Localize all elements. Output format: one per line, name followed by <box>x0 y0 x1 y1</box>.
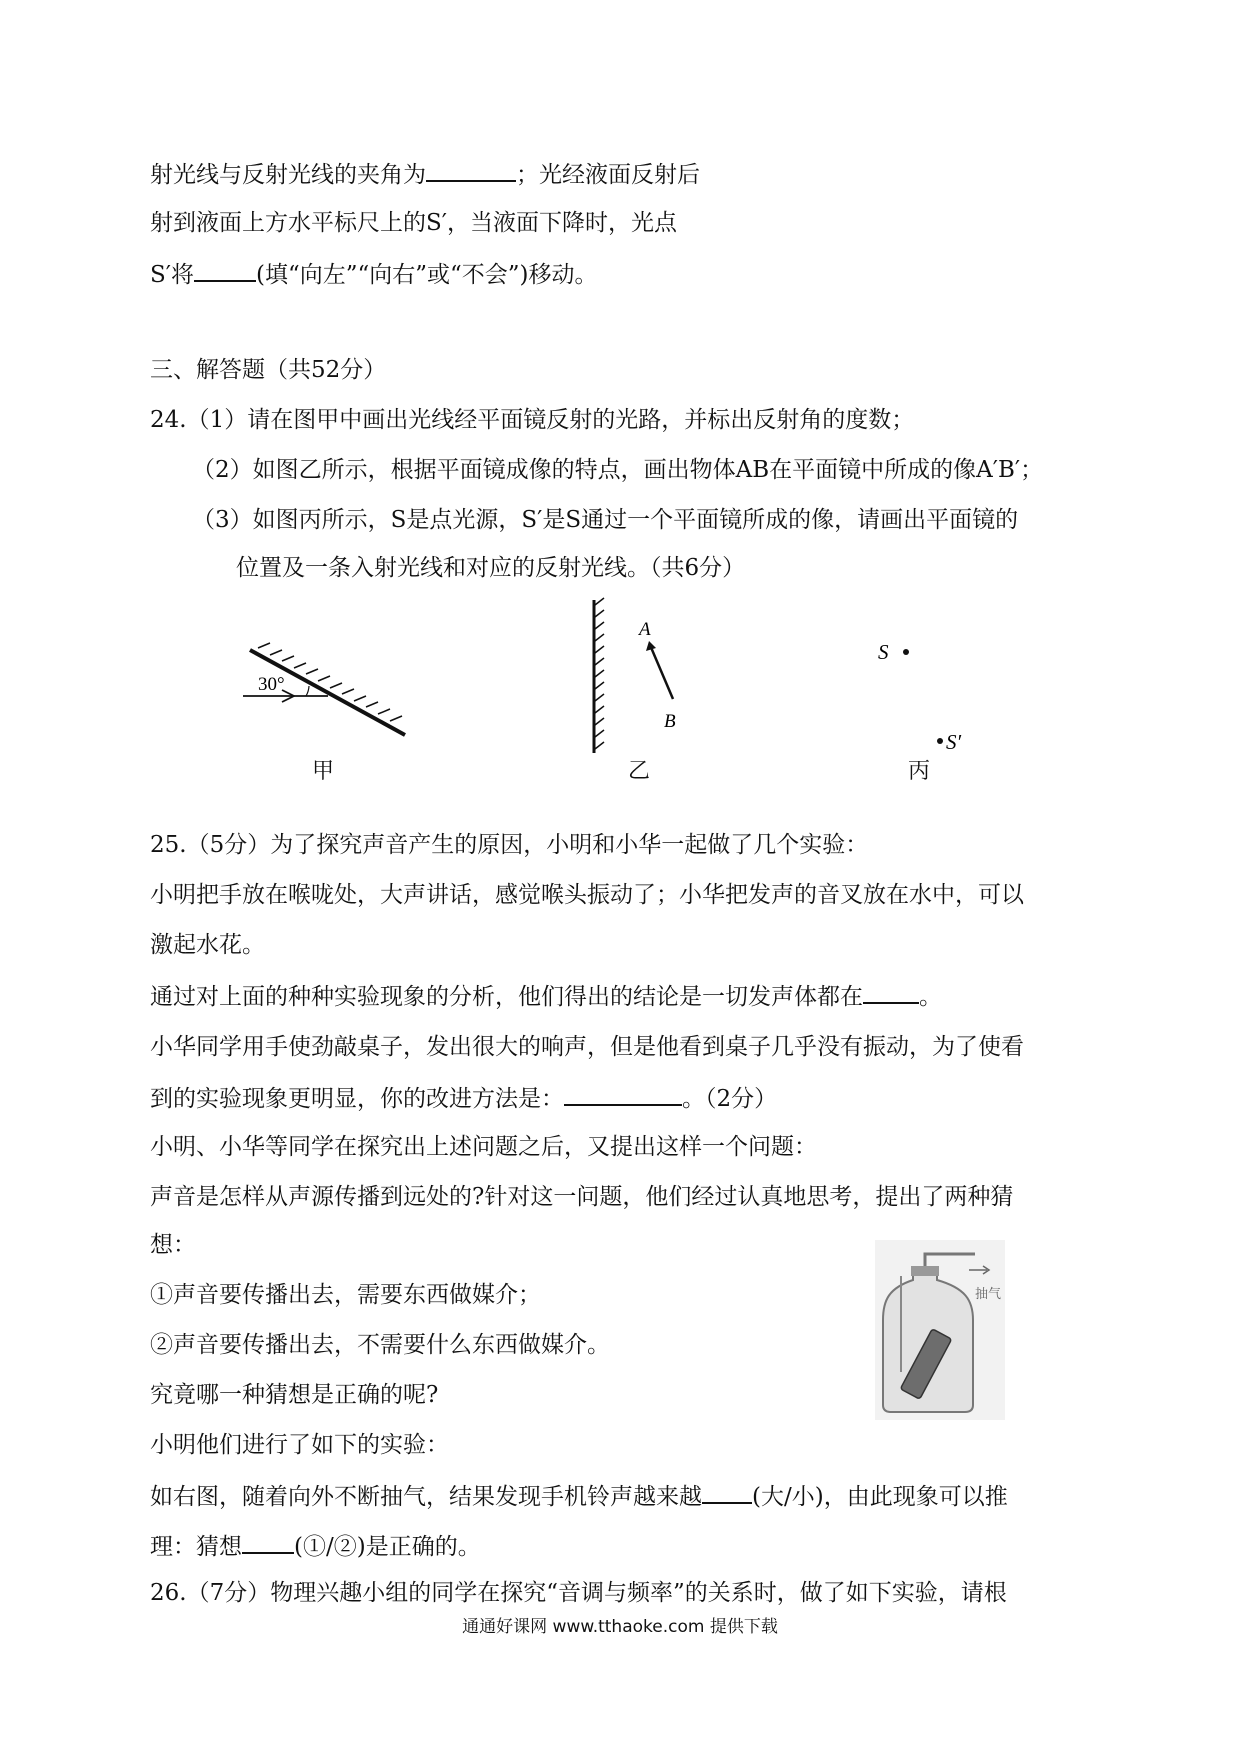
q25-line-8: 声音是怎样从声源传播到远处的?针对这一问题，他们经过认真地思考，提出了两种猜 <box>150 1184 1014 1210</box>
point-a-label: A <box>639 619 651 640</box>
q25-line-13: 小明他们进行了如下的实验： <box>150 1432 449 1458</box>
angle-label: 30° <box>258 674 285 695</box>
q25-line-4: 通过对上面的种种实验现象的分析，他们得出的结论是一切发声体都在 。 <box>150 980 942 1012</box>
q25-line-11: ②声音要传播出去，不需要什么东西做媒介。 <box>150 1332 610 1358</box>
pump-label: 抽气 <box>975 1287 1002 1302</box>
q26-line-1: 26.（7分）物理兴趣小组的同学在探究“音调与频率”的关系时，做了如下实验，请根 <box>150 1580 1007 1606</box>
object-ab <box>650 645 673 699</box>
q25-line-15: 理：猜想 (①/②)是正确的。 <box>150 1530 481 1562</box>
answer-blank[interactable] <box>194 258 256 282</box>
source-point <box>903 649 909 655</box>
q24-line-1: 24.（1）请在图甲中画出光线经平面镜反射的光路，并标出反射角的度数； <box>150 407 915 433</box>
q25-line-7: 小明、小华等同学在探究出上述问题之后，又提出这样一个问题： <box>150 1134 817 1160</box>
section-heading: 三、解答题（共52分） <box>150 357 387 383</box>
q25-line-6: 到的实验现象更明显，你的改进方法是： 。（2分） <box>150 1082 777 1114</box>
q25-line-10: ①声音要传播出去，需要东西做媒介； <box>150 1282 541 1308</box>
text-line: 射光线与反射光线的夹角为 ；光经液面反射后 <box>150 158 700 190</box>
point-b-label: B <box>664 711 676 732</box>
figure-caption-yi: 乙 <box>628 759 651 784</box>
q25-line-5: 小华同学用手使劲敲桌子，发出很大的响声，但是他看到桌子几乎没有振动，为了使看 <box>150 1034 1024 1060</box>
q25-line-12: 究竟哪一种猜想是正确的呢? <box>150 1382 439 1408</box>
figure-bing <box>870 635 980 755</box>
text-line: 射到液面上方水平标尺上的S′，当液面下降时，光点 <box>150 210 677 236</box>
answer-blank[interactable] <box>564 1082 682 1106</box>
image-point <box>937 738 943 744</box>
page-footer: 通通好课网 www.tthaoke.com 提供下载 <box>462 1617 778 1637</box>
q25-line-2: 小明把手放在喉咙处，大声讲话，感觉喉头振动了；小华把发声的音叉放在水中，可以 <box>150 882 1024 908</box>
answer-blank[interactable] <box>242 1530 294 1554</box>
q25-line-14: 如右图，随着向外不断抽气，结果发现手机铃声越来越 (大/小)，由此现象可以推 <box>150 1480 1008 1512</box>
figure-yi <box>580 595 710 760</box>
q25-line-9: 想： <box>150 1232 196 1258</box>
angle-arc <box>306 686 309 696</box>
source-s-label: S <box>878 640 889 664</box>
figure-caption-bing: 丙 <box>908 759 931 784</box>
bottle-stopper <box>911 1266 939 1276</box>
q24-line-4: 位置及一条入射光线和对应的反射光线。（共6分） <box>236 555 746 581</box>
answer-blank[interactable] <box>702 1480 752 1504</box>
answer-blank[interactable] <box>863 980 919 1004</box>
q25-line-1: 25.（5分）为了探究声音产生的原因，小明和小华一起做了几个实验： <box>150 832 869 858</box>
text-line: S′将 (填“向左”“向右”或“不会”)移动。 <box>150 258 597 290</box>
mirror-hatching <box>595 598 604 749</box>
object-arrowhead <box>646 641 656 651</box>
q24-line-2: （2）如图乙所示，根据平面镜成像的特点，画出物体AB在平面镜中所成的像A′B′； <box>192 457 1044 483</box>
q24-line-3: （3）如图丙所示，S是点光源，S′是S通过一个平面镜所成的像，请画出平面镜的 <box>192 507 1019 533</box>
figure-caption-jia: 甲 <box>312 759 335 784</box>
answer-blank[interactable] <box>426 158 516 182</box>
vacuum-jar-figure <box>875 1240 1005 1420</box>
image-s-label: S′ <box>946 730 962 754</box>
q25-line-3: 激起水花。 <box>150 932 265 958</box>
figure-jia <box>230 640 420 750</box>
